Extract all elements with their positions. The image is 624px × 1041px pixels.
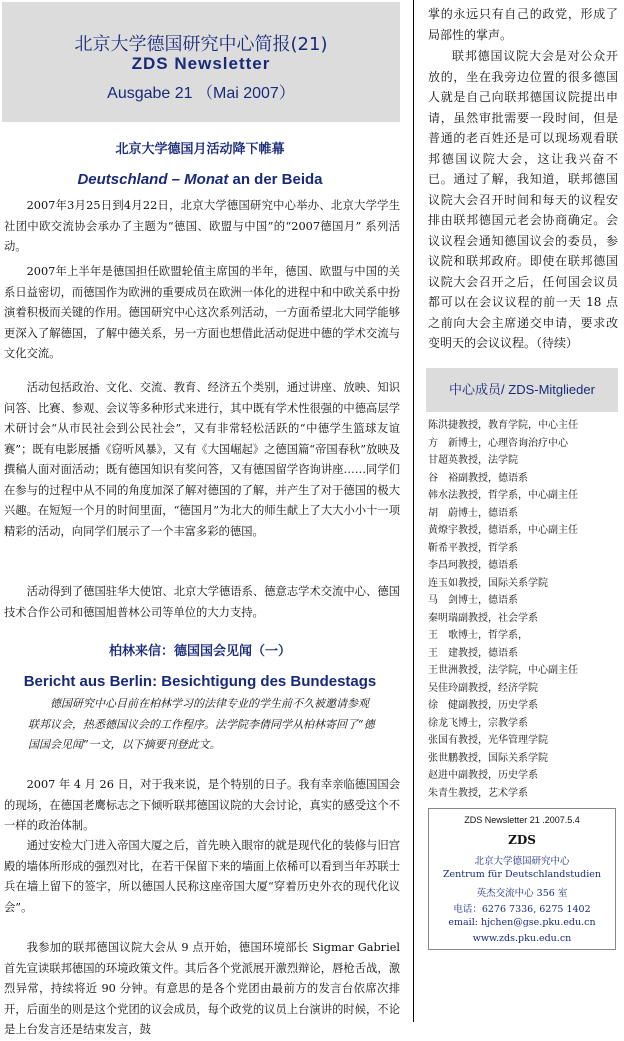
article2-paragraph: 2007 年 4 月 26 日，对于我来说，是个特别的日子。我有幸亲临德国国会的现场，在德国老鹰标志之下倾听联邦德国议院的大会讨论，真实的感受这个不一样的政治体制。 [4, 778, 400, 832]
member-item: 秦明瑞副教授，社会学系 [428, 612, 538, 624]
right-column [424, 0, 620, 1022]
members-list [428, 417, 618, 802]
member-item: 徐 健副教授，历史学系 [428, 700, 538, 711]
member-item: 谷 裕副教授，德语系 [428, 472, 528, 484]
member-item: 胡 蔚博士，德语系 [428, 507, 518, 519]
newsletter-header [2, 2, 400, 122]
member-item: 甘超英教授，法学院 [428, 455, 518, 466]
member-item: 吴佳玲副教授，经济学院 [428, 682, 538, 694]
article2-paragraph-right: 联邦德国议院大会是对公众开放的，坐在我旁边位置的很多德国人就是自己向联邦德国议院提出申请，虽然审批需要一段时间，但是普通的老百姓还是可以现场观看联邦德国议院大会，这让我兴奋不已。通过了解，我知道，联邦德国议院大会召开时间和每天的议程安排由联邦德国元老会协商确定。会议议程会通知德国议会的委员，参议院和联邦政府。即使在联邦德国议院大会召开之后，任何国会议员都可以在会议议程的前一天 18 点之前向大会主席递交申请，要求改变明天的会议议程。（待续） [428, 49, 618, 350]
article1-title-de-rest: an der Beida [228, 171, 323, 188]
member-item: 王世洲教授，法学院，中心副主任 [428, 665, 578, 676]
contact-email-link[interactable]: email: hjchen@gse.pku.edu.cn [448, 917, 596, 928]
member-item: 徐龙飞博士，宗教学系 [428, 717, 528, 729]
header-issue: Ausgabe 21 （Mai 2007） [107, 85, 295, 102]
article1-paragraph: 2007年3月25日到4月22日，北京大学德国研究中心举办、北京大学学生社团中欧交流协会承办了主题为“德国、欧盟与中国”的“2007德国月” 系列活动。 [4, 199, 400, 253]
members-heading: 中心成员/ ZDS-Mitglieder [426, 368, 618, 412]
member-item: 张国有教授，光华管理学院 [428, 735, 548, 746]
header-title-en: ZDS Newsletter [131, 54, 271, 73]
article2-continuation: 掌的永远只有自己的政党，形成了局部性的掌声。 [428, 7, 618, 42]
contact-date: ZDS Newsletter 21 .2007.5.4 [464, 815, 580, 825]
member-item: 方 新博士，心理咨询治疗中心 [428, 437, 568, 449]
article2-paragraph: 我参加的联邦德国议院大会从 9 点开始，德国环境部长 Sigmar Gabriel 首先宣读联邦德国的环境政策文件。其后各个党派展开激烈辩论，唇枪舌战，激烈异常，持续将近 90 分钟。有意思的是各个党团由最前方的发言台依席次排开，后面坐的则是这个党团的议会成员，每个政党的议员上台演讲的时候，不论是上台发言还是结束发言，鼓 [4, 941, 400, 1036]
contact-address: 英杰交流中心 356 室 [476, 888, 568, 899]
contact-website-link[interactable]: www.zds.pku.edu.cn [472, 933, 572, 944]
member-item: 陈洪捷教授，教育学院，中心主任 [428, 420, 578, 431]
header-title-cn: 北京大学德国研究中心简报(21) [74, 34, 328, 55]
article2-intro: 德国研究中心目前在柏林学习的法律专业的学生前不久被邀请参观联邦议会，热悉德国议会的工作程序。法学院李倩同学从柏林寄回了“德国国会见闻”一文，以下摘要刊登此文。 [28, 697, 375, 751]
member-item: 李昌珂教授，德语系 [428, 560, 518, 571]
contact-phone: 电话：6276 7336, 6275 1402 [453, 904, 591, 915]
member-item: 张世鹏教授，国际关系学院 [428, 752, 548, 764]
member-item: 靳希平教授，哲学系 [428, 542, 518, 554]
article1-title-de-italic: Deutschland – Monat [77, 171, 229, 188]
member-item: 朱青生教授，艺术学系 [428, 787, 528, 799]
contact-name-cn: 北京大学德国研究中心 [474, 856, 570, 867]
article2-title-cn: 柏林来信：德国国会见闻（一） [108, 644, 291, 659]
contact-zds: ZDS [508, 833, 536, 847]
article1-paragraph: 活动得到了德国驻华大使馆、北京大学德语系、德意志学术交流中心、德国技术合作公司和德国旭普林公司等单位的大力支持。 [4, 585, 400, 619]
article2-title-de: Bericht aus Berlin: Besichtigung des Bundestags [23, 673, 377, 690]
article1-title-de [0, 171, 400, 188]
contact-box [428, 808, 616, 950]
article1-title-cn: 北京大学德国月活动降下帷幕 [115, 142, 285, 157]
article2-paragraph: 通过安检大门进入帝国大厦之后，首先映入眼帘的就是现代化的装修与旧宫殿的墙体所形成的强烈对比，在若干保留下来的墙面上依稀可以看到当年苏联士兵在墙上留下的签字，所以德国人民称这座帝国大厦“穿着历史外衣的现代化议会”。 [4, 839, 400, 914]
member-item: 连玉如教授，国际关系学院 [428, 577, 548, 589]
article1-paragraph: 2007年上半年是德国担任欧盟轮值主席国的半年，德国、欧盟与中国的关系日益密切，而德国作为欧洲的重要成员在欧洲一体化的进程中和中欧关系中扮演着积极而关键的作用。德国研究中心这次系列活动，一方面希望北大同学能够更深入了解德国，了解中德关系，另一方面也想借此活动促进中德的学术交流与文化交流。 [4, 265, 400, 360]
contact-name-de: Zentrum für Deutschlandstudien [442, 869, 602, 880]
member-item: 韩水法教授，哲学系，中心副主任 [428, 490, 578, 501]
article1-paragraph: 活动包括政治、文化、交流、教育、经济五个类别，通过讲座、放映、知识问答、比赛、参观、会议等多种形式来进行，其中既有学术性很强的中德高层学术研讨会“从市民社会到公民社会”，又有非常轻松活跃的“中德学生篮球友谊赛”；既有电影展播《窃听风暴》，又有《大国崛起》之德国篇“帝国春秋”放映及撰稿人面对面活动；既有德国知识有奖问答，又有德国留学咨询讲座……同学们在参与的过程中从不同的角度加深了解对德国的了解，并产生了对于德国的极大兴趣。在短短一个月的时间里面，“德国月”为北大的师生献上了大大小小十一项精彩的活动，向同学们展示了一个丰富多彩的德国。 [4, 381, 400, 538]
member-item: 赵进中副教授，历史学系 [428, 770, 538, 781]
member-item: 王 建教授，德语系 [428, 647, 518, 659]
member-item: 黄燎宇教授，德语系，中心副主任 [428, 525, 578, 536]
member-item: 马 剑博士，德语系 [428, 595, 518, 606]
member-item: 王 歌博士，哲学系， [428, 630, 528, 641]
column-divider [413, 0, 414, 1022]
